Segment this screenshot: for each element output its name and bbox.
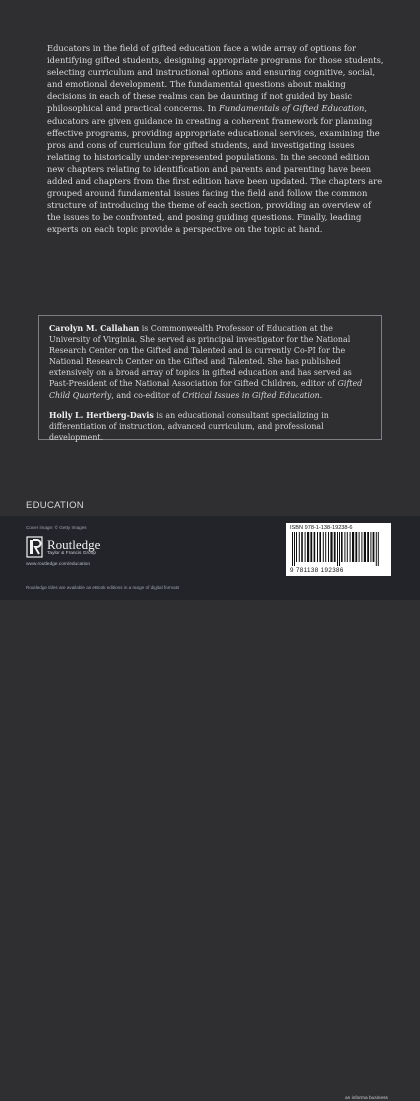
routledge-logo-icon xyxy=(26,536,43,558)
informa-tagline: an informa business xyxy=(345,1096,388,1101)
subject-category: EDUCATION xyxy=(26,500,84,511)
barcode-bars xyxy=(290,532,387,566)
book-title: Fundamentals of Gifted Education xyxy=(219,103,365,114)
ebook-note: Routledge titles are available as eBook editions in a range of digital formats xyxy=(26,585,180,590)
barcode-number: 9 781138 192386 xyxy=(290,567,344,574)
cover-credit: Cover image: © Getty Images xyxy=(26,525,87,530)
bio-hertberg-davis: Holly L. Hertberg-Davis is an educational consultant specializing in differentiation of instruction, advanced curriculum, and professional development. xyxy=(49,410,329,442)
author-bio-box xyxy=(38,315,382,440)
back-cover-blurb xyxy=(47,42,387,236)
author-name: Carolyn M. Callahan xyxy=(49,324,140,333)
publisher-logo xyxy=(26,536,100,558)
publisher-group: Taylor & Francis Group xyxy=(47,550,97,556)
isbn-barcode xyxy=(286,523,391,576)
publisher-name: Routledge xyxy=(47,536,101,552)
author-name: Holly L. Hertberg-Davis xyxy=(49,410,154,420)
publisher-website: www.routledge.com/education xyxy=(26,562,90,567)
bio-callahan: Carolyn M. Callahan is Commonwealth Professor of Education at the University of Virginia. She served as principal investigator for the National Research Center on the Gifted and Talented and is currently Co-PI for the National Research Center on the Gifted and Talented. She has published extensively on a broad array of topics in gifted education and has served as Past-President of the National Association for Gifted Children, editor of Gifted Child Quarterly, and co-editor of Critical Issues in Gifted Education. xyxy=(49,324,363,400)
blurb-paragraph: Educators in the field of gifted education face a wide array of options for identifying gifted students, designing appropriate programs for those students, selecting curriculum and instructional options and ensuring cognitive, social, and emotional development. The fundamental questions about making decisions in each of these realms can be daunting if not guided by basic philosophical and practical concerns. In Fundamentals of Gifted Education, educators are given guidance in creating a coherent framework for planning effective programs, providing appropriate educational services, examining the pros and cons of curriculum for gifted students, and investigating issues relating to historically under-represented populations. In the second edition new chapters relating to identification and parents and parenting have been added and chapters from the first edition have been updated. The chapters are grouped around fundamental issues facing the field and follow the common structure of introducing the theme of each section, providing an overview of the issues to be confronted, and posing guiding questions. Finally, leading experts on each topic provide a perspective on the topic at hand. xyxy=(47,43,384,235)
isbn-label: ISBN 978-1-138-19238-6 xyxy=(290,525,353,531)
